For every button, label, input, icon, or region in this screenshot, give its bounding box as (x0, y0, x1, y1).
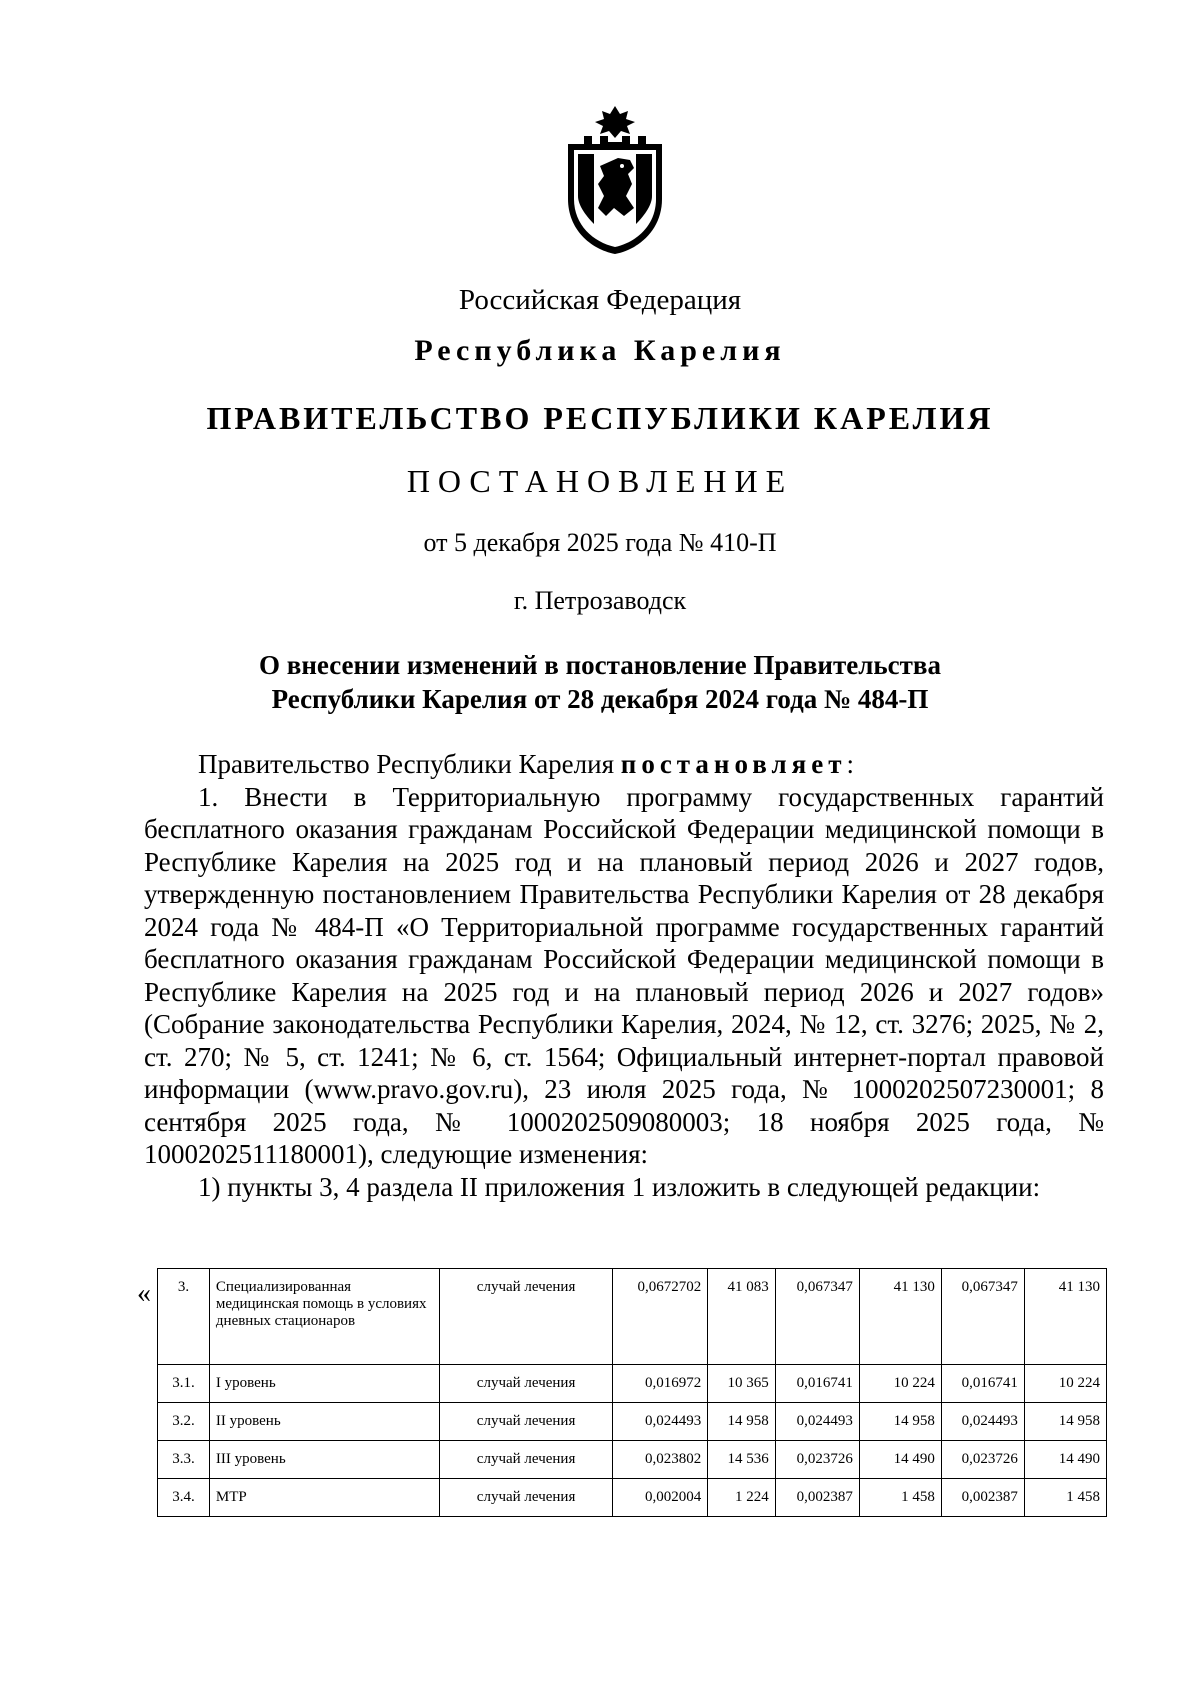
subitem-1-paragraph: 1) пункты 3, 4 раздела II приложения 1 изложить в следующей редакции: (198, 1171, 1041, 1202)
row-value-4: 10 224 (859, 1365, 941, 1403)
row-number: 3.3. (158, 1441, 210, 1479)
row-value-3: 0,016741 (775, 1365, 859, 1403)
table-row (158, 1365, 1107, 1403)
row-name: I уровень (209, 1365, 440, 1403)
row-value-5: 0,023726 (941, 1441, 1024, 1479)
row-value-6: 1 458 (1024, 1479, 1106, 1517)
row-value-3: 0,067347 (775, 1269, 859, 1365)
document-city: г. Петрозаводск (513, 586, 687, 615)
row-value-1: 0,023802 (612, 1441, 708, 1479)
title-line-1: О внесении изменений в постановление Правительства (259, 650, 941, 680)
row-value-3: 0,024493 (775, 1403, 859, 1441)
data-table (157, 1268, 1107, 1517)
row-value-6: 14 958 (1024, 1403, 1106, 1441)
row-value-3: 0,002387 (775, 1479, 859, 1517)
row-name: Специализированная медицинская помощь в условиях дневных стационаров (209, 1269, 440, 1365)
country-name: Российская Федерация (458, 284, 742, 316)
row-number: 3.4. (158, 1479, 210, 1517)
table-row (158, 1479, 1107, 1517)
item-1-paragraph: 1. Внести в Территориальную программу государственных гарантий бесплатного оказания гражданам Российской Федерации медицинской помощи в Республике Карелия на 2025 год и на плановый период 2026 и 2027 годов, утвержденную постановлением Правительства Республики Карелия от 28 декабря 2024 года № 484-П «О Территориальной программе государственных гарантий бесплатного оказания гражданам Российской Федерации медицинской помощи в Республике Карелия на 2025 год и на плановый период 2026 и 2027 годов» (Собрание законодательства Республики Карелия, 2024, № 12, ст. 3276; 2025, № 2, ст. 270; № 5, ст. 1241; № 6, ст. 1564; Официальный интернет-портал правовой информации (www.pravo.gov.ru), 23 июля 2025 года, № 1000202507230001; 8 сентября 2025 года, № 1000202509080003; 18 ноября 2025 года, № 1000202511180001), следующие изменения: (144, 781, 1104, 1169)
row-unit: случай лечения (440, 1269, 612, 1365)
row-value-5: 0,016741 (941, 1365, 1024, 1403)
opening-quote-mark: « (137, 1278, 151, 1309)
table-row (158, 1269, 1107, 1365)
intro-paragraph (144, 748, 1104, 781)
row-name: III уровень (209, 1441, 440, 1479)
row-value-2: 41 083 (708, 1269, 775, 1365)
row-name: МТР (209, 1479, 440, 1517)
row-value-4: 41 130 (859, 1269, 941, 1365)
row-value-5: 0,024493 (941, 1403, 1024, 1441)
government-name: ПРАВИТЕЛЬСТВО РЕСПУБЛИКИ КАРЕЛИЯ (206, 400, 994, 436)
row-number: 3.2. (158, 1403, 210, 1441)
row-value-1: 0,016972 (612, 1365, 708, 1403)
intro-text: Правительство Республики Карелия (198, 749, 621, 779)
intro-colon: : (846, 749, 855, 779)
document-type: ПОСТАНОВЛЕНИЕ (406, 463, 794, 499)
row-value-2: 1 224 (708, 1479, 775, 1517)
document-title (200, 648, 1000, 716)
coat-of-arms-icon (560, 104, 670, 256)
row-value-1: 0,0672702 (612, 1269, 708, 1365)
document-date-number: от 5 декабря 2025 года № 410-П (423, 528, 777, 557)
row-value-6: 10 224 (1024, 1365, 1106, 1403)
row-value-2: 10 365 (708, 1365, 775, 1403)
intro-action: постановляет (620, 749, 847, 779)
row-name: II уровень (209, 1403, 440, 1441)
row-value-6: 41 130 (1024, 1269, 1106, 1365)
document-body (144, 748, 1104, 1203)
row-value-5: 0,002387 (941, 1479, 1024, 1517)
row-value-5: 0,067347 (941, 1269, 1024, 1365)
table-row (158, 1441, 1107, 1479)
row-value-4: 14 490 (859, 1441, 941, 1479)
row-value-6: 14 490 (1024, 1441, 1106, 1479)
row-unit: случай лечения (440, 1403, 612, 1441)
row-value-2: 14 536 (708, 1441, 775, 1479)
title-line-2: Республики Карелия от 28 декабря 2024 года № 484-П (271, 684, 929, 714)
row-value-4: 14 958 (859, 1403, 941, 1441)
row-number: 3. (158, 1269, 210, 1365)
republic-name: Республика Карелия (414, 334, 786, 367)
row-value-4: 1 458 (859, 1479, 941, 1517)
row-value-2: 14 958 (708, 1403, 775, 1441)
table-row (158, 1403, 1107, 1441)
row-value-1: 0,024493 (612, 1403, 708, 1441)
row-number: 3.1. (158, 1365, 210, 1403)
row-value-1: 0,002004 (612, 1479, 708, 1517)
row-unit: случай лечения (440, 1441, 612, 1479)
row-unit: случай лечения (440, 1365, 612, 1403)
row-unit: случай лечения (440, 1479, 612, 1517)
row-value-3: 0,023726 (775, 1441, 859, 1479)
